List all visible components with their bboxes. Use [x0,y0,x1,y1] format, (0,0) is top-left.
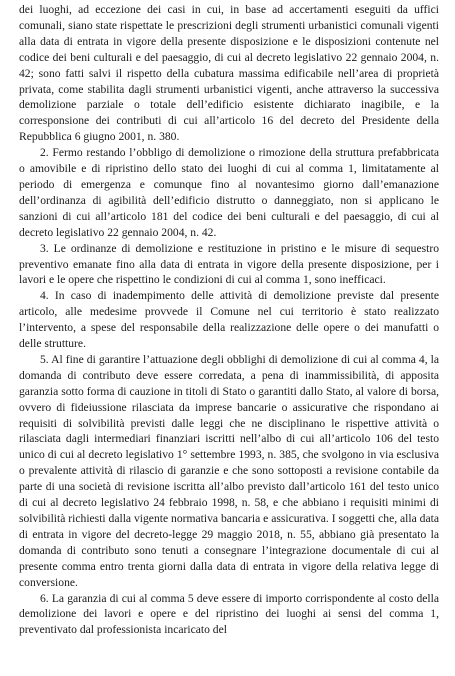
paragraph-comma-2: 2. Fermo restando l’obbligo di demolizione o rimozione della struttura prefabbricata o amovibile e di ripristino dello stato dei luoghi di cui al comma 1, limitatamente al periodo di emergenza e comunque fino al novantesimo giorno dall’emanazione dell’ordinanza di agibilità dell’edificio distrutto o danneggiato, non si applicano le sanzioni di cui all’articolo 181 del codice dei beni culturali e del paesaggio, di cui al decreto legislativo 22 gennaio 2004, n. 42. [19,146,439,239]
paragraph-comma-6: 6. La garanzia di cui al comma 5 deve essere di importo corrispondente al costo della demolizione dei lavori e opere e del ripristino dei luoghi ai sensi del comma 1, preventivato dal professionista incaricato del [19,591,439,637]
paragraph-continuation: dei luoghi, ad eccezione dei casi in cui, in base ad accertamenti eseguiti da uffici comunali, siano state rispettate le prescrizioni degli strumenti urbanistici comunali vigenti alla data di entrata in vigore della presente disposizione e le disposizioni contenute nel codice dei beni culturali e del paesaggio, di cui al decreto legislativo 22 gennaio 2004, n. 42; sono fatti salvi il rispetto della cubatura massima edificabile nell’area di proprietà privata, come stabilita dagli strumenti urbanistici vigenti, anche attraverso la successiva demolizione parziale o totale dell’edificio esistente dichiarato inagibile, e la corresponsione dei contributi di cui all’articolo 16 del decreto del Presidente della Repubblica 6 giugno 2001, n. 380. [19,3,439,144]
paragraph-comma-4: 4. In caso di inadempimento delle attività di demolizione previste dal presente articolo, alle medesime provvede il Comune nel cui territorio è stato realizzato l’intervento, a spese del responsabile della realizzazione delle opere o dei manufatti o delle strutture. [19,289,439,351]
paragraph-comma-5: 5. Al fine di garantire l’attuazione degli obblighi di demolizione di cui al comma 4, la domanda di contributo deve essere corredata, a pena di inammissibilità, di apposita garanzia sotto forma di cauzione in titoli di Stato o garantiti dallo Stato, al valore di borsa, ovvero di fideiussione rilasciata da imprese bancarie o assicurative che rispondano ai requisiti di solvibilità previsti dalle leggi che ne disciplinano le rispettive attività o rilasciata dagli intermediari finanziari iscritti nell’albo di cui all’articolo 106 del testo unico di cui al decreto legislativo 1° settembre 1993, n. 385, che svolgono in via esclusiva o prevalente attività di rilascio di garanzie e che sono sottoposti a revisione contabile da parte di una società di revisione iscritta all’albo previsto dall’articolo 161 del testo unico di cui al decreto legislativo 24 febbraio 1998, n. 58, e che abbiano i requisiti minimi di solvibilità richiesti dalla vigente normativa bancaria e assicurativa. I soggetti che, alla data di entrata in vigore del decreto-legge 29 maggio 2018, n. 55, abbiano già presentato la domanda di contributo sono tenuti a consegnare l’integrazione documentale di cui al presente comma entro trenta giorni dalla data di entrata in vigore della relativa legge di conversione. [19,352,439,589]
paragraph-comma-3: 3. Le ordinanze di demolizione e restituzione in pristino e le misure di sequestro preventivo emanate fino alla data di entrata in vigore della presente disposizione, per i lavori e le opere che rispettino le condizioni di cui al comma 1, sono inefficaci. [19,241,439,287]
